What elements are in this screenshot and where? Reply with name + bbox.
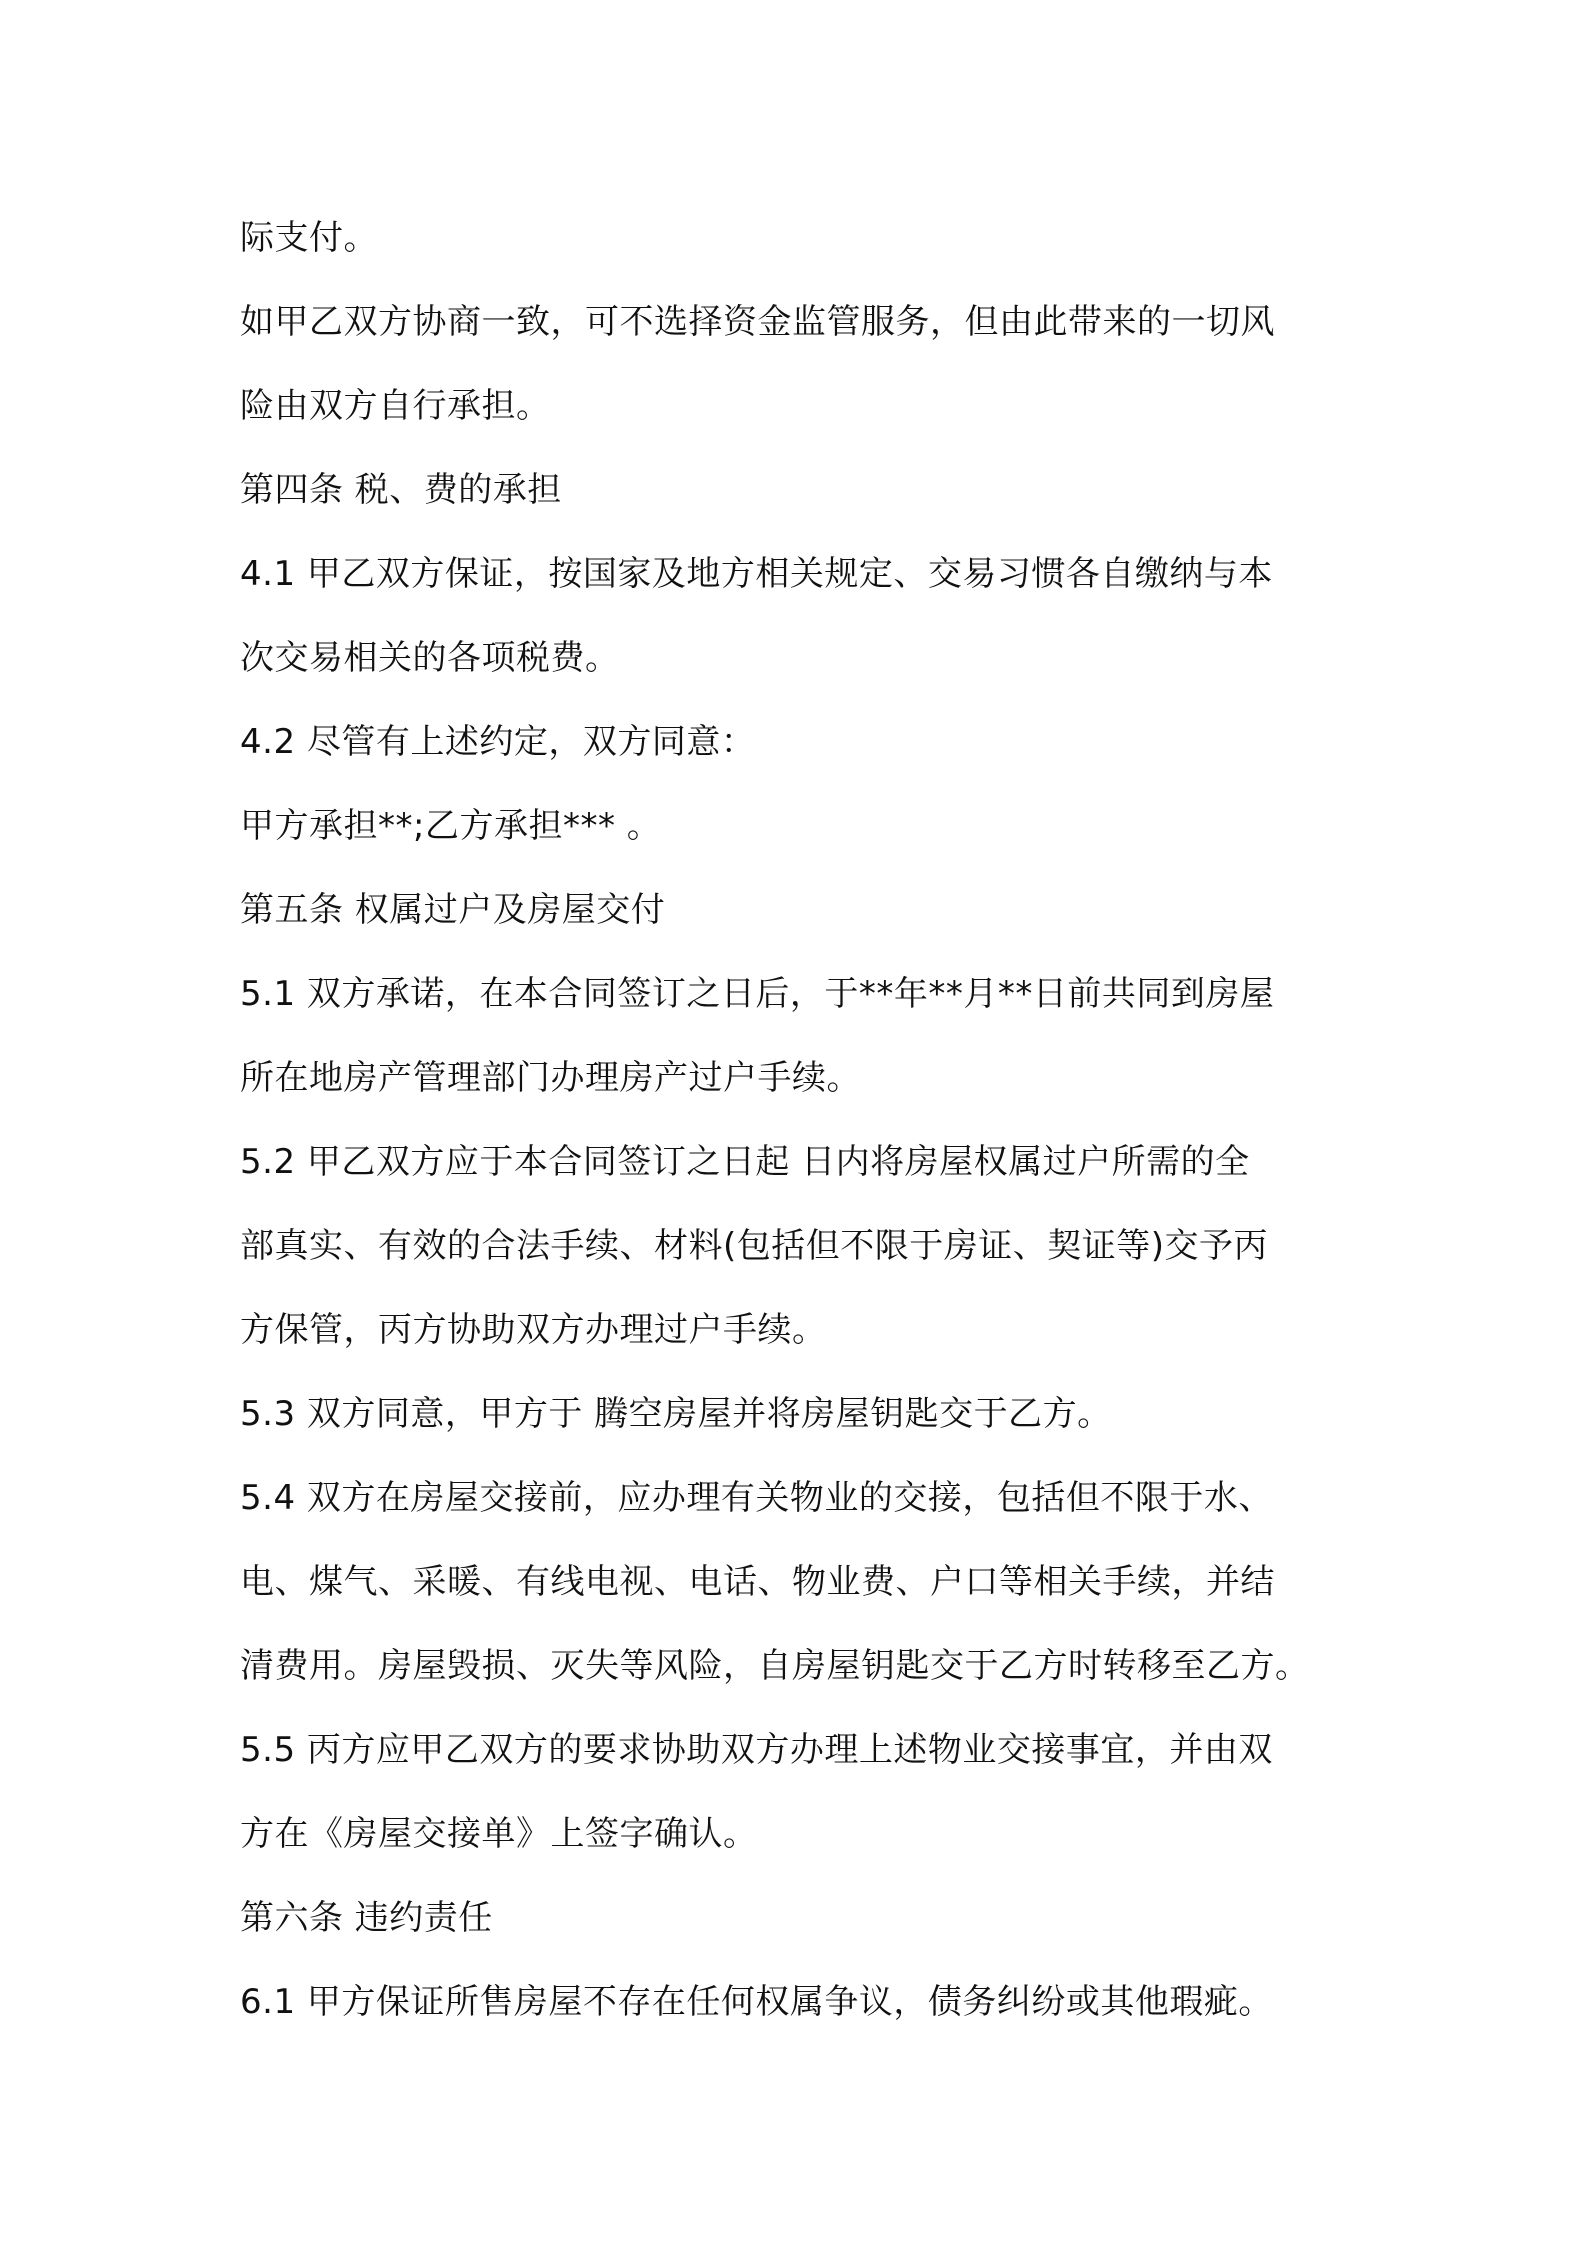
text-line: 部真实、有效的合法手续、材料(包括但不限于房证、契证等)交予丙 — [240, 1226, 1269, 1266]
text-line: 5.3 双方同意，甲方于 腾空房屋并将房屋钥匙交于乙方。 — [240, 1394, 1112, 1434]
text-line: 险由双方自行承担。 — [240, 386, 551, 426]
section-heading: 第四条 税、费的承担 — [240, 470, 562, 510]
text-line: 际支付。 — [240, 218, 378, 258]
text-line: 4.2 尽管有上述约定，双方同意： — [240, 722, 756, 762]
text-line: 清费用。房屋毁损、灭失等风险，自房屋钥匙交于乙方时转移至乙方。 — [240, 1646, 1310, 1686]
text-line: 次交易相关的各项税费。 — [240, 638, 620, 678]
text-line: 4.1 甲乙双方保证，按国家及地方相关规定、交易习惯各自缴纳与本 — [240, 554, 1273, 594]
text-line: 甲方承担**;乙方承担*** 。 — [240, 806, 662, 846]
text-line: 5.2 甲乙双方应于本合同签订之日起 日内将房屋权属过户所需的全 — [240, 1142, 1250, 1182]
text-line: 如甲乙双方协商一致，可不选择资金监管服务，但由此带来的一切风 — [240, 302, 1275, 342]
text-line: 所在地房产管理部门办理房产过户手续。 — [240, 1058, 861, 1098]
text-line: 方在《房屋交接单》上签字确认。 — [240, 1814, 758, 1854]
text-line: 电、煤气、采暖、有线电视、电话、物业费、户口等相关手续，并结 — [240, 1562, 1275, 1602]
document-body — [240, 196, 1360, 2044]
section-heading: 第五条 权属过户及房屋交付 — [240, 890, 666, 930]
text-line: 5.1 双方承诺，在本合同签订之日后，于**年**月**日前共同到房屋 — [240, 974, 1275, 1014]
section-heading: 第六条 违约责任 — [240, 1898, 493, 1938]
text-line: 6.1 甲方保证所售房屋不存在任何权属争议，债务纠纷或其他瑕疵。 — [240, 1982, 1273, 2022]
text-line: 5.4 双方在房屋交接前，应办理有关物业的交接，包括但不限于水、 — [240, 1478, 1273, 1518]
text-line: 方保管，丙方协助双方办理过户手续。 — [240, 1310, 827, 1350]
text-line: 5.5 丙方应甲乙双方的要求协助双方办理上述物业交接事宜，并由双 — [240, 1730, 1273, 1770]
